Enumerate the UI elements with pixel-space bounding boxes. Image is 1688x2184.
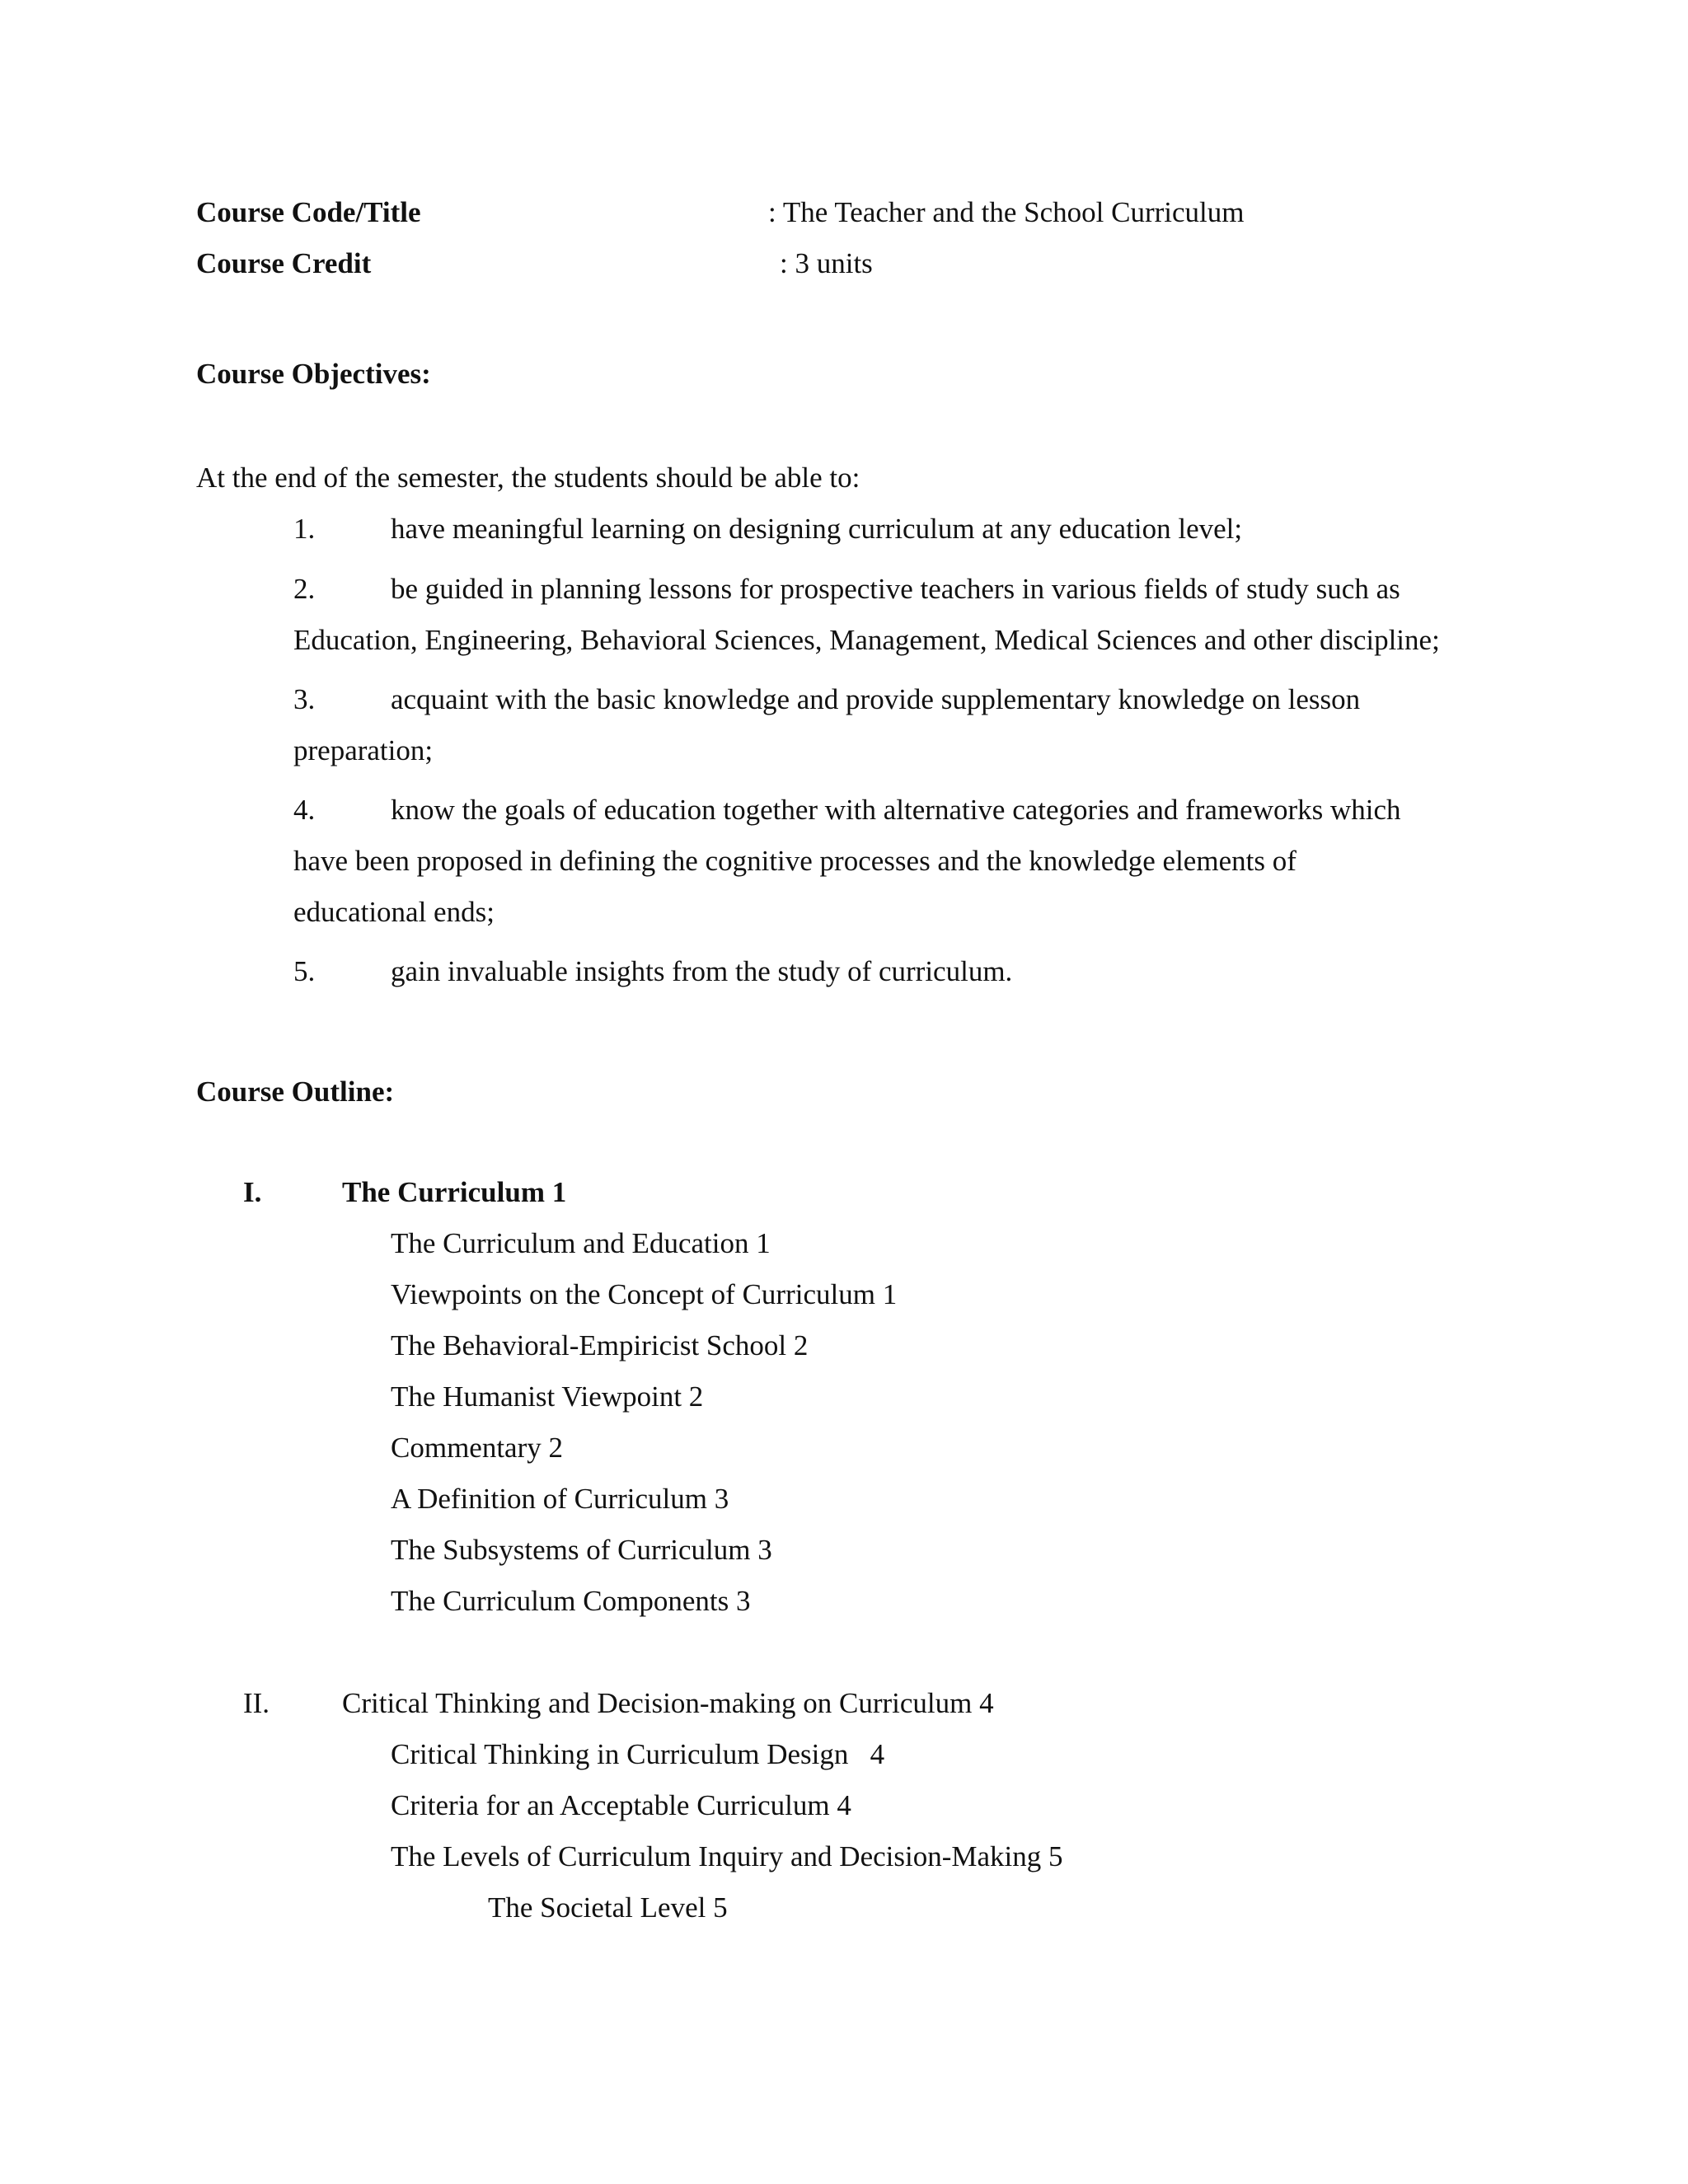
objective-number: 5. — [293, 955, 316, 987]
outline-item: Commentary 2 — [391, 1432, 563, 1464]
objectives-heading: Course Objectives: — [196, 358, 431, 390]
outline-section-number: I. — [243, 1176, 262, 1208]
outline-item: The Subsystems of Curriculum 3 — [391, 1534, 772, 1566]
outline-item: Viewpoints on the Concept of Curriculum 1 — [391, 1278, 898, 1310]
objective-text: acquaint with the basic knowledge and provide supplementary knowledge on lesson — [391, 683, 1361, 715]
objective-number: 1. — [293, 513, 316, 545]
objective-number: 2. — [293, 573, 316, 605]
outline-item: Criteria for an Acceptable Curriculum 4 — [391, 1789, 851, 1821]
outline-section-title: Critical Thinking and Decision-making on Curriculum 4 — [342, 1687, 994, 1719]
objective-text-continued: Education, Engineering, Behavioral Sciences, Management, Medical Sciences and other discipline; — [293, 624, 1440, 656]
outline-item: The Behavioral-Empiricist School 2 — [391, 1329, 809, 1361]
outline-item: A Definition of Curriculum 3 — [391, 1483, 729, 1515]
objective-text: be guided in planning lessons for prospective teachers in various fields of study such as — [391, 573, 1400, 605]
course-code-label: Course Code/Title — [196, 196, 421, 228]
outline-item: Critical Thinking in Curriculum Design 4 — [391, 1738, 885, 1770]
outline-heading: Course Outline: — [196, 1076, 395, 1108]
outline-item: The Levels of Curriculum Inquiry and Decision-Making 5 — [391, 1840, 1063, 1872]
outline-item: The Curriculum and Education 1 — [391, 1227, 771, 1259]
course-credit-label: Course Credit — [196, 247, 372, 279]
objectives-intro: At the end of the semester, the students should be able to: — [196, 462, 860, 494]
objective-text-continued: educational ends; — [293, 896, 495, 928]
objective-text: have meaningful learning on designing curriculum at any education level; — [391, 513, 1243, 545]
course-code-value: : The Teacher and the School Curriculum — [768, 196, 1245, 228]
objective-number: 4. — [293, 794, 316, 826]
objective-text-continued: preparation; — [293, 734, 434, 766]
outline-subitem: The Societal Level 5 — [488, 1891, 728, 1924]
objective-text: know the goals of education together with alternative categories and frameworks which — [391, 794, 1401, 826]
objective-text: gain invaluable insights from the study of curriculum. — [391, 955, 1013, 987]
objective-text-continued: have been proposed in defining the cognitive processes and the knowledge elements of — [293, 845, 1296, 877]
outline-section-number: II. — [243, 1687, 270, 1719]
objective-number: 3. — [293, 683, 316, 715]
course-credit-value: : 3 units — [780, 247, 873, 279]
outline-item: The Curriculum Components 3 — [391, 1585, 751, 1617]
outline-item: The Humanist Viewpoint 2 — [391, 1380, 704, 1413]
outline-section-title: The Curriculum 1 — [342, 1176, 567, 1208]
